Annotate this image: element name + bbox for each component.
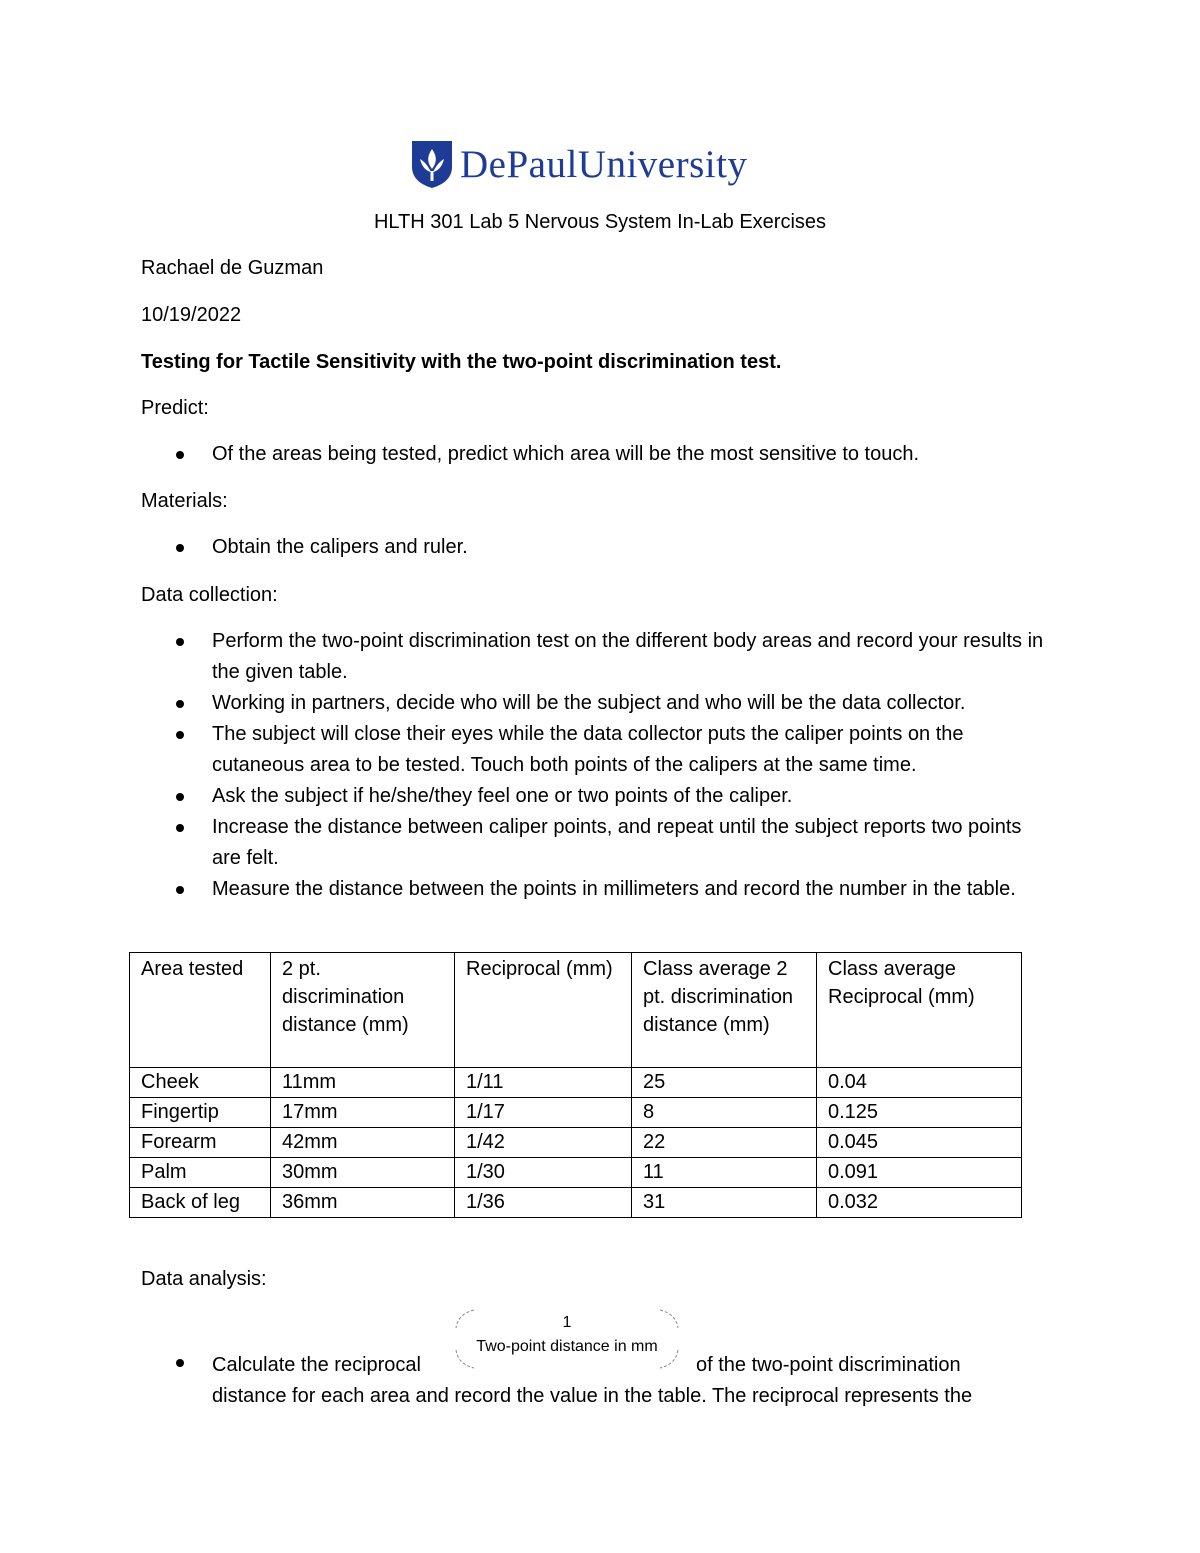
list-item: Increase the distance between caliper points, and repeat until the subject reports two points are felt. [141,812,1046,874]
formula-numerator: 1 [562,1314,572,1331]
data-analysis-label: Data analysis: [141,1268,267,1290]
table-row [130,1158,1022,1188]
table-row [130,1188,1022,1218]
table-cell: 22 [632,1128,817,1158]
table-cell: 1/42 [455,1128,632,1158]
date: 10/19/2022 [141,304,242,326]
table-cell: Forearm [130,1128,271,1158]
analysis-item-end: of the two-point discrimination [696,1354,961,1376]
table-header-cell: Area tested [130,953,271,1068]
analysis-item-line2: distance for each area and record the value in the table. The reciprocal represents the [212,1385,973,1407]
results-table [129,952,1022,1218]
table-cell: 1/30 [455,1158,632,1188]
list-item: The subject will close their eyes while the data collector puts the caliper points on the cutaneous area to be tested. Touch both points of the calipers at the same time. [141,719,1046,781]
table-cell: Palm [130,1158,271,1188]
data-collection-list [141,626,1046,905]
table-cell: 30mm [271,1158,455,1188]
table-header-cell: 2 pt. discrimination distance (mm) [271,953,455,1068]
table-cell: 8 [632,1098,817,1128]
table-cell: Fingertip [130,1098,271,1128]
materials-label: Materials: [141,490,228,512]
predict-label: Predict: [141,397,209,419]
bullet-icon [176,1359,184,1367]
list-item: Working in partners, decide who will be the subject and who will be the data collector. [141,688,1046,719]
analysis-item-start: Calculate the reciprocal [212,1354,421,1376]
table-cell: 1/36 [455,1188,632,1218]
table-cell: Cheek [130,1068,271,1098]
list-item: Of the areas being tested, predict which area will be the most sensitive to touch. [141,439,1061,470]
table-cell: 31 [632,1188,817,1218]
table-cell: 0.091 [817,1158,1022,1188]
table-row [130,1098,1022,1128]
table-cell: 17mm [271,1098,455,1128]
table-cell: 36mm [271,1188,455,1218]
table-cell: 11 [632,1158,817,1188]
materials-list [141,532,1061,563]
formula-denominator: Two-point distance in mm [476,1338,658,1355]
table-header-cell: Class average 2 pt. discrimination distance (mm) [632,953,817,1068]
table-cell: 11mm [271,1068,455,1098]
table-cell: Back of leg [130,1188,271,1218]
table-header-cell: Class average Reciprocal (mm) [817,953,1022,1068]
table-cell: 0.045 [817,1128,1022,1158]
table-row [130,1128,1022,1158]
depaul-shield-icon [410,139,454,189]
table-cell: 42mm [271,1128,455,1158]
table-cell: 0.04 [817,1068,1022,1098]
table-cell: 0.032 [817,1188,1022,1218]
table-cell: 1/17 [455,1098,632,1128]
list-item: Measure the distance between the points in millimeters and record the number in the table. [141,874,1046,905]
table-cell: 25 [632,1068,817,1098]
list-item: Ask the subject if he/she/they feel one or two points of the caliper. [141,781,1046,812]
predict-list [141,439,1061,470]
page-title: HLTH 301 Lab 5 Nervous System In-Lab Exercises [373,211,827,233]
table-header-row [130,953,1022,1068]
reciprocal-formula [452,1306,682,1372]
data-collection-label: Data collection: [141,584,278,606]
table-cell: 0.125 [817,1098,1022,1128]
list-item: Obtain the calipers and ruler. [141,532,1061,563]
author-name: Rachael de Guzman [141,257,324,279]
table-cell: 1/11 [455,1068,632,1098]
section-heading: Testing for Tactile Sensitivity with the two-point discrimination test. [141,351,782,373]
table-header-cell: Reciprocal (mm) [455,953,632,1068]
logo-wordmark: DePaulUniversity [460,142,748,186]
list-item: Perform the two-point discrimination test on the different body areas and record your results in the given table. [141,626,1046,688]
table-row [130,1068,1022,1098]
depaul-logo [410,138,747,190]
